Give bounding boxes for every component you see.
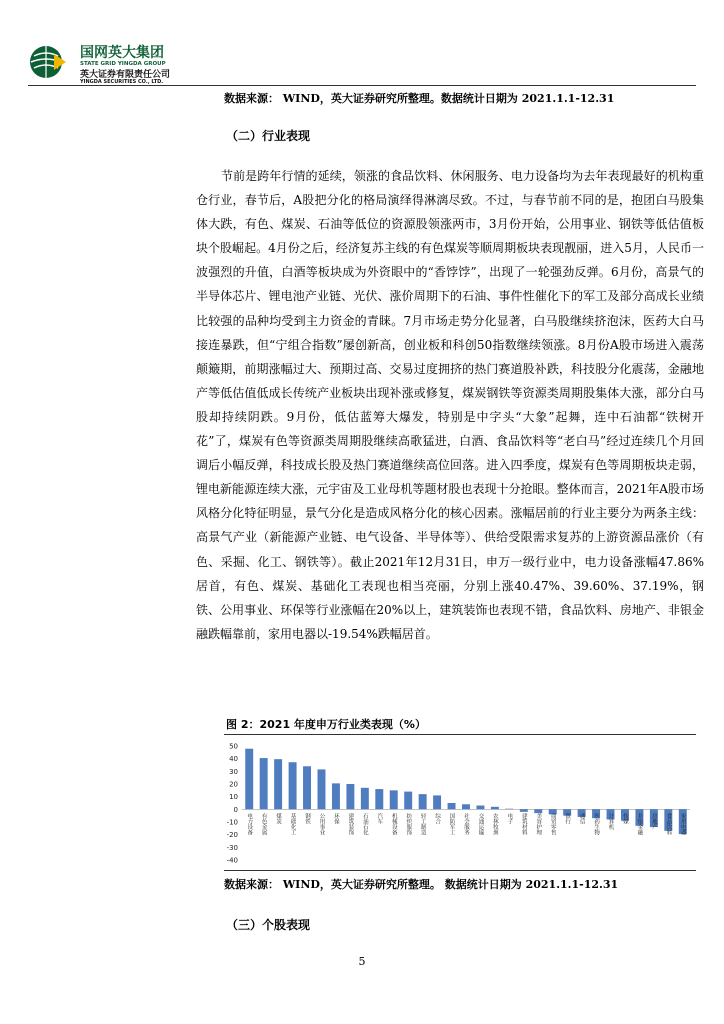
bar-交通运输 xyxy=(476,806,484,810)
y-tick-label: -40 xyxy=(226,856,238,865)
bar-建筑材料 xyxy=(520,809,528,812)
bar-有色金属 xyxy=(260,758,268,809)
bar-公用事业 xyxy=(318,769,326,809)
x-tick-label: 煤炭 xyxy=(275,813,282,825)
figure-bottom-rule xyxy=(224,870,696,871)
x-tick-label: 纺织服饰 xyxy=(405,813,412,836)
figure-top-rule xyxy=(224,734,696,735)
y-tick-label: -20 xyxy=(226,831,238,840)
bar-建筑装饰 xyxy=(346,784,354,809)
bar-农林牧渔 xyxy=(491,807,499,810)
logo-chinese-name: 国网英大集团 xyxy=(80,45,164,61)
bar-国防军工 xyxy=(448,803,456,809)
header-divider xyxy=(28,85,696,86)
x-tick-label: 房地产 xyxy=(650,813,657,830)
x-tick-label: 机械设备 xyxy=(390,813,397,836)
logo-english-name: STATE GRID YINGDA GROUP xyxy=(80,61,166,67)
bar-钢铁 xyxy=(303,766,311,809)
industry-performance-chart xyxy=(224,738,696,868)
x-tick-label: 食品饮料 xyxy=(665,813,672,836)
x-tick-label: 银行 xyxy=(564,813,571,825)
y-tick-label: 30 xyxy=(229,767,238,776)
state-grid-logo-icon xyxy=(28,42,68,82)
bar-煤炭 xyxy=(274,759,282,809)
y-tick-label: 20 xyxy=(229,780,238,789)
x-tick-label: 农林牧渔 xyxy=(491,813,498,836)
section-heading-industry: （二）行业表现 xyxy=(226,129,311,143)
bar-综合 xyxy=(433,795,441,809)
bar-基础化工 xyxy=(289,762,297,809)
x-tick-label: 钢铁 xyxy=(304,813,311,825)
x-tick-label: 电力设备 xyxy=(246,813,253,836)
x-tick-label: 家用电器 xyxy=(679,813,686,836)
x-tick-label: 美容护理 xyxy=(535,813,542,836)
x-tick-label: 非银金融 xyxy=(636,813,643,836)
y-tick-label: 10 xyxy=(229,793,238,802)
x-tick-label: 建筑材料 xyxy=(520,813,527,836)
y-tick-label: 40 xyxy=(229,755,238,764)
company-logo xyxy=(28,40,228,86)
body-paragraph: 节前是跨年行情的延续，领涨的食品饮料、休闲服务、电力设备均为去年表现最好的机构重仓行业，春节后，A股把分化的格局演绎得淋漓尽致。不过，与春节前不同的是，抱团白马股集体大跌，有色、煤炭、石油等低位的资源股领涨两市，3月份开始，公用事业、钢铁等低估值板块个股崛起。4月份之后，经济复苏主线的有色煤炭等顺周期板块表现靓丽，进入5月，人民币一波强烈的升值，白酒等板块成为外资眼中的“香饽饽”，出现了一轮强劲反弹。6月份，高景气的半导体芯片、锂电池产业链、光伏、涨价周期下的石油、事件性催化下的军工及部分高成长业绩比较强的品种均受到主力资金的青睐。7月市场走势分化显著，白马股继续挤泡沫，医药大白马接连暴跌，但“宁组合指数”屡创新高，创业板和科创50指数继续领涨。8月份A股市场进入震荡颠簸期，前期涨幅过大、预期过高、交易过度拥挤的热门赛道股补跌，科技股分化震荡，金融地产等低估值低成长传统产业板块出现补涨或修复，煤炭钢铁等资源类周期股集体大涨，部分白马股却持续阴跌。9月份，低估蓝筹大爆发，特别是中字头“大象”起舞，连中石油都“铁树开花”了，煤炭有色等资源类周期股继续高歌猛进，白酒、食品饮料等“老白马”经过连续几个月回调后小幅反弹，科技成长股及热门赛道继续高位回落。进入四季度，煤炭有色等周期板块走弱，锂电新能源连续大涨，元宇宙及工业母机等题材股也表现十分抢眼。整体而言，2021年A股市场风格分化特征明显，景气分化是造成风格分化的核心因素。涨幅居前的行业主要分为两条主线：高景气产业（新能源产业链、电气设备、半导体等）、供给受限需求复苏的上游资源品涨价（有色、采掘、化工、钢铁等）。截止2021年12月31日，申万一级行业中，电力设备涨幅47.86%居首，有色、煤炭、基础化工表现也相当亮丽，分别上涨40.47%、39.60%、37.19%，钢铁、公用事业、环保等行业涨幅在20%以上，建筑装饰也表现不错，食品饮料、房地产、非银金融跌幅靠前，家用电器以-19.54%跌幅居首。 xyxy=(196,169,704,641)
x-tick-label: 综合 xyxy=(434,813,441,825)
x-tick-label: 轻工制造 xyxy=(419,813,426,836)
data-source-bottom: 数据来源： WIND，英大证券研究所整理。 数据统计日期为 2021.1.1-12.31 xyxy=(224,878,619,891)
x-tick-label: 石油石化 xyxy=(361,813,368,836)
y-tick-label: -10 xyxy=(226,818,238,827)
x-tick-label: 环保 xyxy=(332,813,339,825)
bar-纺织服饰 xyxy=(404,792,412,810)
company-english-name: YINGDA SECURITIES CO., LTD. xyxy=(80,79,164,85)
x-tick-label: 商贸零售 xyxy=(549,813,556,836)
bar-电力设备 xyxy=(245,749,253,810)
x-tick-label: 基础化工 xyxy=(289,813,296,836)
section-heading-stock: （三）个股表现 xyxy=(226,918,311,932)
y-tick-label: -30 xyxy=(226,843,238,852)
bar-环保 xyxy=(332,783,340,809)
bar-机械设备 xyxy=(390,790,398,809)
bar-石油石化 xyxy=(361,788,369,810)
x-tick-label: 电子 xyxy=(506,813,513,825)
bar-电子 xyxy=(505,809,513,810)
figure-title: 图 2：2021 年度申万行业类表现（%） xyxy=(226,718,426,731)
x-tick-label: 公用事业 xyxy=(318,813,325,836)
x-tick-label: 医药生物 xyxy=(593,813,600,836)
x-tick-label: 交通运输 xyxy=(477,813,484,836)
page-number: 5 xyxy=(358,955,366,968)
bar-汽车 xyxy=(375,789,383,809)
x-tick-label: 计算机 xyxy=(607,813,614,830)
bar-轻工制造 xyxy=(419,794,427,809)
x-tick-label: 有色金属 xyxy=(260,813,267,836)
x-tick-label: 通信 xyxy=(578,813,585,825)
x-tick-label: 汽车 xyxy=(376,813,383,825)
x-tick-label: 社会服务 xyxy=(463,813,469,836)
bar-社会服务 xyxy=(462,804,470,809)
x-tick-label: 传媒 xyxy=(621,813,628,825)
data-source-top: 数据来源： WIND，英大证券研究所整理。数据统计日期为 2021.1.1-12.31 xyxy=(224,92,615,105)
y-tick-label: 50 xyxy=(229,742,238,751)
x-tick-label: 建筑装饰 xyxy=(347,813,354,836)
y-tick-label: 0 xyxy=(233,805,238,814)
x-tick-label: 国防军工 xyxy=(448,813,455,836)
company-chinese-name: 英大证券有限责任公司 xyxy=(80,70,171,80)
